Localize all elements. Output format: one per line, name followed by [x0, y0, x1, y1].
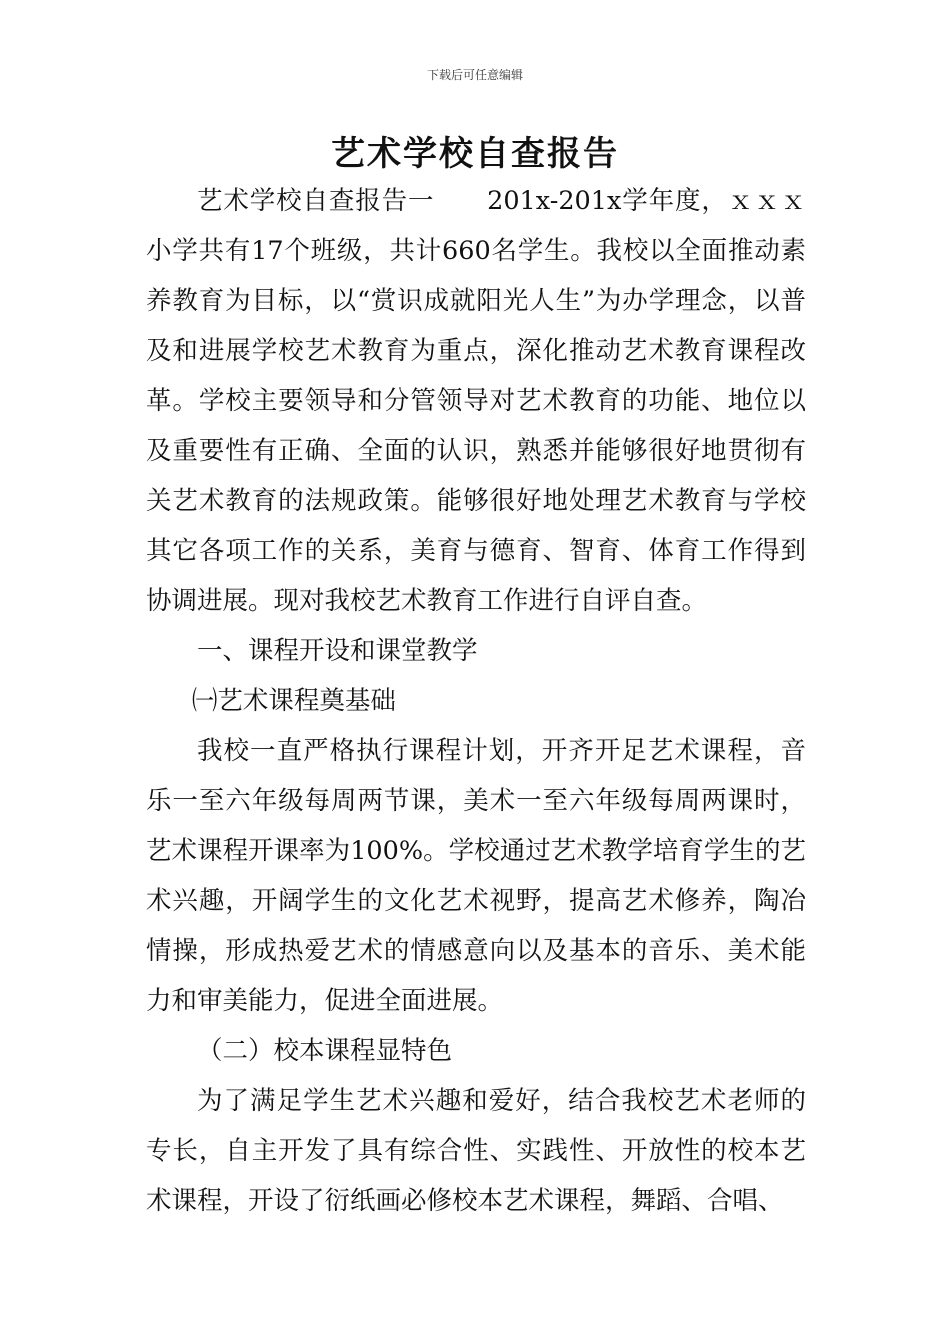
subsection-heading-2: （二）校本课程显特色 — [197, 1036, 453, 1066]
section-heading-1: 一、课程开设和课堂教学 — [197, 636, 478, 666]
paragraph-school-courses: 为了满足学生艺术兴趣和爱好，结合我校艺术老师的专长，自主开发了具有综合性、实践性、开放性的校本艺术课程，开设了衍纸画必修校本艺术课程，舞蹈、合唱、 — [146, 1086, 806, 1216]
document-body — [146, 176, 806, 1226]
document-title: 艺术学校自查报告 — [331, 134, 619, 174]
paragraph-arts-courses: 我校一直严格执行课程计划，开齐开足艺术课程，音乐一至六年级每周两节课，美术一至六年级每周两课时，艺术课程开课率为100%。学校通过艺术教学培育学生的艺术兴趣，开阔学生的文化艺术视野，提高艺术修养，陶冶情操，形成热爱艺术的情感意向以及基本的音乐、美术能力和审美能力，促进全面进展。 — [146, 736, 806, 1016]
subsection-heading-1: ㈠艺术课程奠基础 — [191, 686, 396, 716]
header-note: 下载后可任意编辑 — [426, 68, 523, 82]
paragraph-intro: 艺术学校自查报告一 201x-201x学年度，ｘｘｘ小学共有17个班级，共计660名学生。我校以全面推动素养教育为目标，以“赏识成就阳光人生”为办学理念，以普及和进展学校艺术教育为重点，深化推动艺术教育课程改革。学校主要领导和分管领导对艺术教育的功能、地位以及重要性有正确、全面的认识，熟悉并能够很好地贯彻有关艺术教育的法规政策。能够很好地处理艺术教育与学校其它各项工作的关系，美育与德育、智育、体育工作得到协调进展。现对我校艺术教育工作进行自评自查。 — [146, 186, 806, 616]
